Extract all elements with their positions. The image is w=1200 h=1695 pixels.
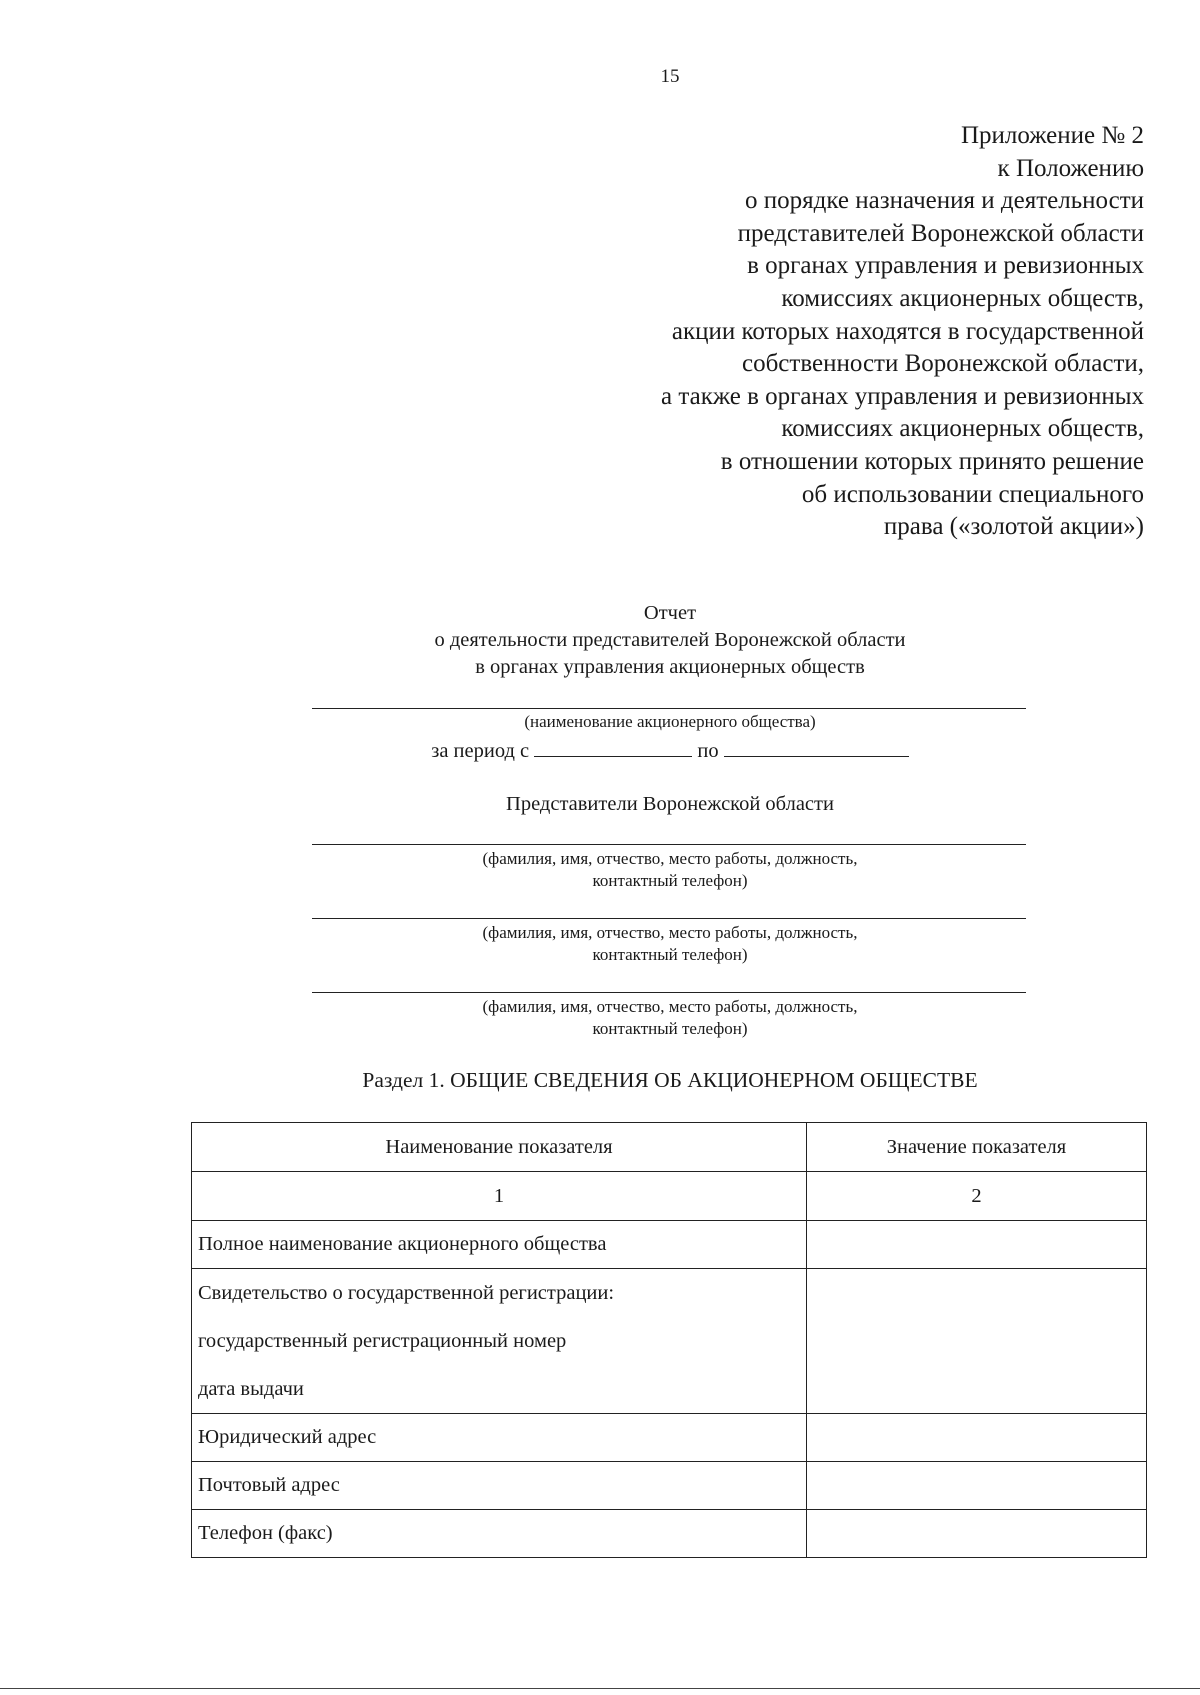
row-value-cell[interactable] <box>807 1510 1147 1558</box>
period-from-field[interactable] <box>534 738 692 757</box>
table-row <box>192 1510 1147 1558</box>
report-subtitle: о деятельности представителей Воронежской области <box>434 629 906 651</box>
row-label: Полное наименование акционерного общества <box>192 1221 807 1269</box>
table-row <box>192 1221 1147 1269</box>
period-row <box>0 738 1200 763</box>
row-label: Юридический адрес <box>192 1414 807 1462</box>
company-info-table <box>191 1122 1147 1558</box>
row-value-cell[interactable] <box>807 1462 1147 1510</box>
row-label: Телефон (факс) <box>192 1510 807 1558</box>
column-number: 1 <box>192 1172 807 1221</box>
caption-line: контактный телефон) <box>592 871 748 890</box>
caption-line: (фамилия, имя, отчество, место работы, должность, <box>482 849 858 868</box>
annex-line: акции которых находятся в государственной <box>671 317 1144 345</box>
row-value-cell[interactable] <box>807 1269 1147 1414</box>
annex-line: к Положению <box>997 154 1144 182</box>
table-header-row <box>192 1123 1147 1172</box>
annex-line: собственности Воронежской области, <box>741 350 1144 378</box>
row-label-multi <box>192 1269 807 1414</box>
annex-line: в органах управления и ревизионных <box>747 252 1144 280</box>
row-label: государственный регистрационный номер <box>198 1330 567 1352</box>
table-row <box>192 1462 1147 1510</box>
annex-header <box>384 120 1144 544</box>
annex-line: а также в органах управления и ревизионных <box>661 382 1144 410</box>
table-header-indicator: Наименование показателя <box>192 1123 807 1172</box>
company-name-line[interactable] <box>312 708 1026 709</box>
caption-line: контактный телефон) <box>592 1019 748 1038</box>
representative-1-caption <box>0 848 1200 892</box>
annex-line: права («золотой акции») <box>883 513 1144 541</box>
representative-1-line[interactable] <box>312 844 1026 845</box>
page-number: 15 <box>660 66 680 87</box>
annex-line: об использовании специального <box>801 480 1144 508</box>
row-value-cell[interactable] <box>807 1414 1147 1462</box>
report-title: Отчет <box>643 602 697 624</box>
company-name-caption: (наименование акционерного общества) <box>524 712 816 731</box>
representative-3-line[interactable] <box>312 992 1026 993</box>
annex-line: Приложение № 2 <box>960 122 1144 149</box>
row-label: дата выдачи <box>198 1378 304 1400</box>
annex-line: комиссиях акционерных обществ, <box>781 415 1144 443</box>
annex-line: комиссиях акционерных обществ, <box>781 284 1144 312</box>
caption-line: контактный телефон) <box>592 945 748 964</box>
period-to-field[interactable] <box>724 738 909 757</box>
representative-3-caption <box>0 996 1200 1040</box>
period-to-label: по <box>697 740 719 762</box>
period-from-label: за период с <box>431 740 530 762</box>
row-value-cell[interactable] <box>807 1221 1147 1269</box>
table-row <box>192 1269 1147 1414</box>
report-title-block <box>0 600 1200 681</box>
representatives-heading: Представители Воронежской области <box>506 793 834 815</box>
caption-line: (фамилия, имя, отчество, место работы, должность, <box>482 923 858 942</box>
table-number-row <box>192 1172 1147 1221</box>
section-title: Раздел 1. ОБЩИЕ СВЕДЕНИЯ ОБ АКЦИОНЕРНОМ ОБЩЕСТВЕ <box>362 1068 978 1092</box>
representative-2-caption <box>0 922 1200 966</box>
column-number: 2 <box>807 1172 1147 1221</box>
annex-line: представителей Воронежской области <box>737 219 1144 247</box>
table-row <box>192 1414 1147 1462</box>
annex-line: о порядке назначения и деятельности <box>745 187 1144 215</box>
row-label: Свидетельство о государственной регистрации: <box>198 1282 615 1304</box>
page-bottom-divider <box>0 1688 1200 1689</box>
row-label: Почтовый адрес <box>192 1462 807 1510</box>
table-header-value: Значение показателя <box>807 1123 1147 1172</box>
caption-line: (фамилия, имя, отчество, место работы, должность, <box>482 997 858 1016</box>
annex-line: в отношении которых принято решение <box>720 447 1144 475</box>
representative-2-line[interactable] <box>312 918 1026 919</box>
report-subtitle: в органах управления акционерных обществ <box>475 656 865 678</box>
